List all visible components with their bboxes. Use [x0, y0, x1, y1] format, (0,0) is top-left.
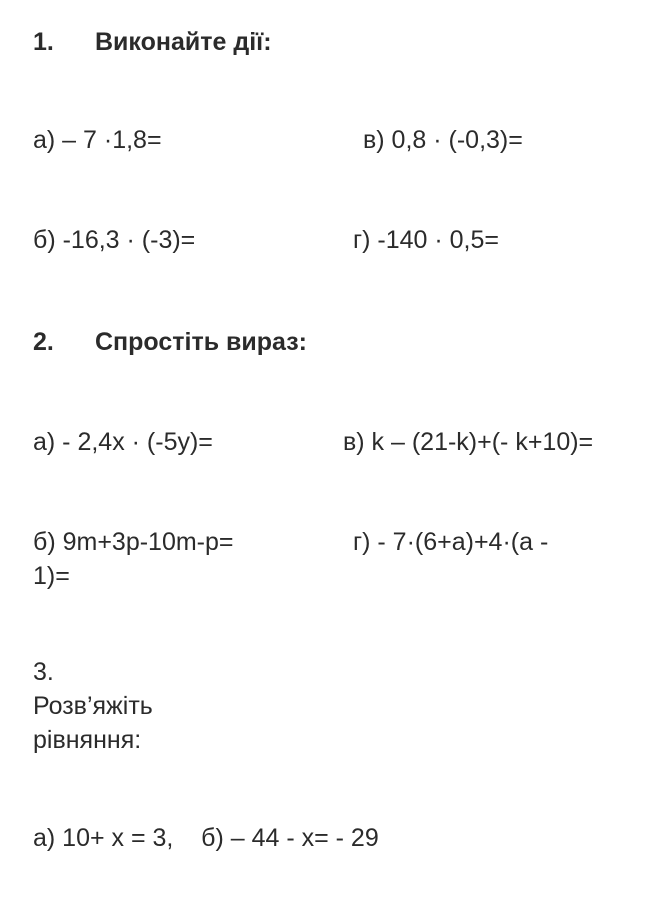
section-2-title: Спростіть вираз: — [95, 328, 307, 356]
task-1g: г) -140 · 0,5= — [353, 226, 499, 254]
task-3-equations: а) 10+ х = 3, б) – 44 - х= - 29 — [33, 824, 379, 852]
section-3-number: 3. — [33, 658, 54, 686]
task-2v: в) k – (21-k)+(- k+10)= — [343, 428, 594, 456]
section-1-number: 1. — [33, 28, 54, 56]
section-1-title: Виконайте дії: — [95, 28, 272, 56]
task-1b: б) -16,3 · (-3)= — [33, 226, 196, 254]
section-2-number: 2. — [33, 328, 54, 356]
task-2b: б) 9m+3p-10m-p= — [33, 528, 234, 556]
task-2a: а) - 2,4х · (-5у)= — [33, 428, 213, 456]
task-2g-continuation: 1)= — [33, 562, 70, 590]
section-3-title-line1: Розв’яжіть — [33, 692, 153, 720]
task-1a: а) – 7 ·1,8= — [33, 126, 162, 154]
task-2g: г) - 7·(6+а)+4·(а - — [353, 528, 549, 556]
section-3-title-line2: рівняння: — [33, 726, 142, 754]
task-1v: в) 0,8 · (-0,3)= — [363, 126, 523, 154]
